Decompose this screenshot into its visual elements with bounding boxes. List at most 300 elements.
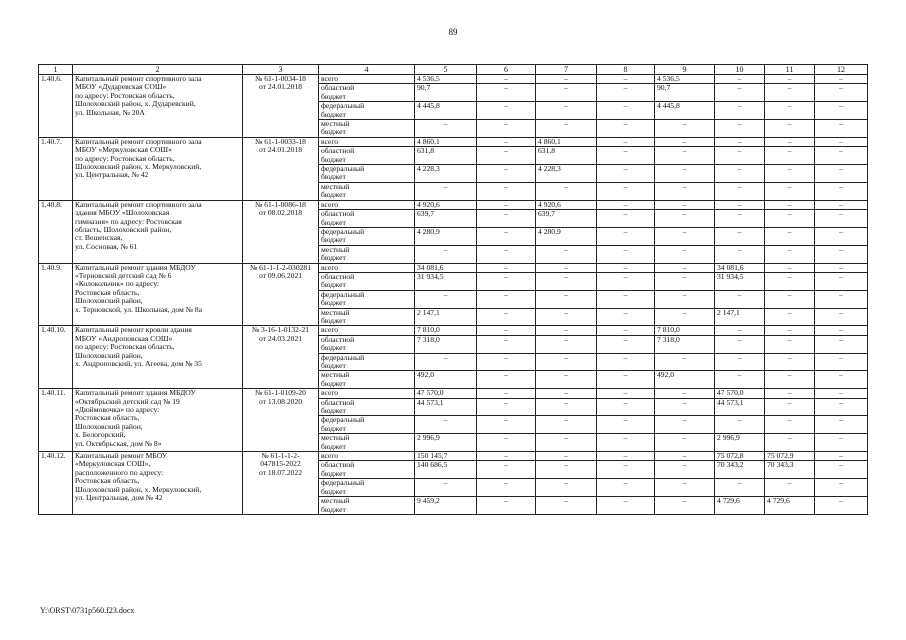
amount-cell: 7 810,0 xyxy=(655,326,715,335)
amount-cell: – xyxy=(765,75,815,84)
funding-source-line: бюджет xyxy=(321,361,346,370)
amount-cell: – xyxy=(765,263,815,272)
amount-cell: – xyxy=(815,371,868,389)
amount-cell: – xyxy=(815,398,868,416)
table-row xyxy=(39,452,868,461)
amount-cell: – xyxy=(415,182,477,200)
amount-cell: – xyxy=(477,102,536,120)
amount-cell: – xyxy=(597,398,655,416)
funding-source-line: всего xyxy=(321,388,339,398)
project-name-line: Ростовская область, xyxy=(75,476,140,486)
item-number: 1.40.6. xyxy=(39,75,73,138)
amount-cell: 7 318,0 xyxy=(415,335,477,353)
project-name-line: «Колокольчик» по адресу: xyxy=(75,279,160,289)
expertise-document xyxy=(243,75,319,138)
amount-cell: – xyxy=(655,165,715,183)
amount-cell: – xyxy=(715,353,765,371)
funding-source-line: областной xyxy=(321,460,355,470)
amount-cell: – xyxy=(765,479,815,497)
amount-cell: – xyxy=(536,75,597,84)
funding-source-line: федеральный xyxy=(321,415,365,425)
amount-cell: 4 280,9 xyxy=(415,227,477,245)
amount-cell: 492,0 xyxy=(655,371,715,389)
project-name xyxy=(73,137,243,200)
amount-cell: – xyxy=(597,200,655,209)
funding-source-line: федеральный xyxy=(321,478,365,488)
funding-source-line: бюджет xyxy=(321,253,346,263)
funding-source xyxy=(319,75,415,84)
amount-cell: – xyxy=(477,227,536,245)
project-name-line: Капитальный ремонт здания МБДОУ xyxy=(75,388,196,398)
amount-cell: – xyxy=(815,335,868,353)
amount-cell: – xyxy=(765,120,815,138)
amount-cell: – xyxy=(536,461,597,479)
funding-source-line: бюджет xyxy=(321,298,346,308)
amount-cell: – xyxy=(715,102,765,120)
funding-source-line: федеральный xyxy=(321,227,365,236)
funding-source xyxy=(319,210,415,228)
amount-cell: 44 573,1 xyxy=(715,398,765,416)
amount-cell: – xyxy=(765,371,815,389)
funding-source-line: местный xyxy=(321,308,350,317)
amount-cell: 631,8 xyxy=(536,147,597,165)
amount-cell: – xyxy=(715,227,765,245)
funding-source-line: местный xyxy=(321,182,350,191)
funding-source xyxy=(319,479,415,497)
item-number: 1.40.12. xyxy=(39,452,73,515)
column-number-5: 5 xyxy=(415,65,477,75)
amount-cell: – xyxy=(655,497,715,515)
project-name xyxy=(73,389,243,452)
project-name-line: Ростовская область, xyxy=(75,287,140,297)
amount-cell: – xyxy=(655,200,715,209)
amount-cell: – xyxy=(477,335,536,353)
amount-cell: 4 860,1 xyxy=(536,137,597,146)
amount-cell: 31 934,5 xyxy=(715,272,765,290)
project-name-line: ул. Школьная, № 20А xyxy=(75,107,145,117)
funding-source-line: бюджет xyxy=(321,127,346,137)
amount-cell: – xyxy=(477,353,536,371)
amount-cell: – xyxy=(655,272,715,290)
amount-cell: – xyxy=(815,182,868,200)
project-name-line: Капитальный ремонт здания МБДОУ xyxy=(75,263,196,272)
project-name-line: ул. Сосновая, № 61 xyxy=(75,241,138,251)
amount-cell: – xyxy=(815,137,868,146)
amount-cell: – xyxy=(477,398,536,416)
amount-cell: 34 081,6 xyxy=(415,263,477,272)
amount-cell: – xyxy=(597,165,655,183)
project-name-line: х. Белогорский, xyxy=(75,430,126,440)
amount-cell: – xyxy=(765,353,815,371)
funding-source xyxy=(319,290,415,308)
amount-cell: – xyxy=(815,452,868,461)
amount-cell: – xyxy=(815,497,868,515)
amount-cell: – xyxy=(815,245,868,263)
amount-cell: – xyxy=(536,102,597,120)
amount-cell: – xyxy=(477,308,536,326)
funding-source-line: всего xyxy=(321,451,339,461)
amount-cell: – xyxy=(477,210,536,228)
amount-cell: – xyxy=(715,371,765,389)
amount-cell: – xyxy=(597,84,655,102)
amount-cell: – xyxy=(536,452,597,461)
amount-cell: – xyxy=(815,353,868,371)
table-row xyxy=(39,326,868,335)
amount-cell: – xyxy=(415,353,477,371)
amount-cell: 90,7 xyxy=(655,84,715,102)
amount-cell: – xyxy=(597,147,655,165)
amount-cell: – xyxy=(765,165,815,183)
amount-cell: – xyxy=(765,398,815,416)
project-name-line: Шолоховский район, х. Меркуловский, xyxy=(75,484,202,494)
project-name-line: ул. Центральная, дом № 42 xyxy=(75,493,163,503)
column-number-9: 9 xyxy=(655,65,715,75)
amount-cell: 7 318,0 xyxy=(655,335,715,353)
page-number: 89 xyxy=(448,27,458,37)
project-name-line: здания МБОУ «Шолоховская xyxy=(75,208,170,218)
amount-cell: – xyxy=(597,389,655,398)
amount-cell: 34 081,6 xyxy=(715,263,765,272)
amount-cell: – xyxy=(655,182,715,200)
funding-source xyxy=(319,452,415,461)
amount-cell: – xyxy=(536,353,597,371)
amount-cell: – xyxy=(655,479,715,497)
amount-cell: – xyxy=(597,434,655,452)
amount-cell: – xyxy=(655,290,715,308)
funding-source-line: областной xyxy=(321,335,355,344)
amount-cell: – xyxy=(655,227,715,245)
project-name xyxy=(73,452,243,515)
amount-cell: – xyxy=(536,263,597,272)
amount-cell: – xyxy=(655,245,715,263)
amount-cell: – xyxy=(715,479,765,497)
funding-source xyxy=(319,84,415,102)
amount-cell: – xyxy=(536,245,597,263)
item-number: 1.40.7. xyxy=(39,137,73,200)
amount-cell: 9 459,2 xyxy=(415,497,477,515)
amount-cell: 4 536,5 xyxy=(655,75,715,84)
amount-cell: – xyxy=(815,200,868,209)
expertise-document-line: от 09.06.2021 xyxy=(258,270,303,280)
funding-source-line: бюджет xyxy=(321,217,346,227)
amount-cell: – xyxy=(655,398,715,416)
amount-cell: – xyxy=(597,461,655,479)
amount-cell: – xyxy=(597,452,655,461)
expertise-document-line: № 61-1-0034-18 xyxy=(255,74,306,83)
funding-source xyxy=(319,200,415,209)
amount-cell: – xyxy=(815,84,868,102)
amount-cell: – xyxy=(536,434,597,452)
amount-cell: – xyxy=(715,165,765,183)
table-row xyxy=(39,263,868,272)
expertise-document-line: от 24.01.2018 xyxy=(258,82,303,92)
amount-cell: – xyxy=(536,182,597,200)
funding-source-line: бюджет xyxy=(321,468,346,478)
column-number-11: 11 xyxy=(765,65,815,75)
project-name-line: по адресу: Ростовская область, xyxy=(75,153,175,163)
amount-cell: – xyxy=(815,479,868,497)
amount-cell: 4 920,6 xyxy=(536,200,597,209)
column-number-8: 8 xyxy=(597,65,655,75)
amount-cell: – xyxy=(415,120,477,138)
amount-cell: – xyxy=(715,137,765,146)
amount-cell: 75 072,9 xyxy=(765,452,815,461)
amount-cell: 47 570,0 xyxy=(715,389,765,398)
amount-cell: – xyxy=(536,416,597,434)
table-header xyxy=(39,65,868,75)
amount-cell: – xyxy=(655,147,715,165)
funding-source-line: местный xyxy=(321,433,350,443)
expertise-document-line: № 3-16-1-0132-21 xyxy=(251,325,310,335)
funding-source-line: бюджет xyxy=(321,441,346,451)
funding-source xyxy=(319,434,415,452)
amount-cell: – xyxy=(765,182,815,200)
project-name-line: «Дюймовочка» по адресу: xyxy=(75,405,160,415)
amount-cell: 4 920,6 xyxy=(415,200,477,209)
project-name-line: Шолоховский район, х. Меркуловский, xyxy=(75,162,202,172)
amount-cell: – xyxy=(655,308,715,326)
expertise-document-line: № 61-1-0033-18 xyxy=(255,137,306,146)
amount-cell: – xyxy=(597,102,655,120)
amount-cell: – xyxy=(715,210,765,228)
amount-cell: – xyxy=(715,120,765,138)
column-number-4: 4 xyxy=(319,65,415,75)
amount-cell: – xyxy=(477,389,536,398)
funding-source-line: бюджет xyxy=(321,343,346,353)
amount-cell: 2 147,1 xyxy=(715,308,765,326)
funding-source-line: местный xyxy=(321,119,350,129)
column-number-10: 10 xyxy=(715,65,765,75)
amount-cell: – xyxy=(655,452,715,461)
funding-source-line: федеральный xyxy=(321,101,365,111)
amount-cell: – xyxy=(477,84,536,102)
amount-cell: – xyxy=(765,227,815,245)
amount-cell: – xyxy=(815,75,868,84)
funding-source-line: бюджет xyxy=(321,504,346,514)
funding-source-line: областной xyxy=(321,83,355,93)
amount-cell: – xyxy=(655,137,715,146)
expertise-document xyxy=(243,452,319,515)
amount-cell: – xyxy=(765,245,815,263)
funding-source-line: местный xyxy=(321,496,350,506)
amount-cell: – xyxy=(477,497,536,515)
amount-cell: – xyxy=(597,210,655,228)
funding-source xyxy=(319,263,415,272)
funding-source xyxy=(319,245,415,263)
amount-cell: – xyxy=(477,263,536,272)
amount-cell: – xyxy=(655,353,715,371)
funding-source xyxy=(319,335,415,353)
project-name-line: Шолоховский район, xyxy=(75,296,143,306)
amount-cell: – xyxy=(715,182,765,200)
amount-cell: – xyxy=(815,461,868,479)
project-name xyxy=(73,326,243,389)
amount-cell: – xyxy=(536,84,597,102)
funding-source-line: федеральный xyxy=(321,290,365,299)
header-row xyxy=(39,65,868,75)
amount-cell: – xyxy=(715,147,765,165)
funding-source-line: бюджет xyxy=(321,172,346,182)
project-name-line: область, Шолоховский район, xyxy=(75,224,172,234)
funding-source xyxy=(319,353,415,371)
table-row xyxy=(39,137,868,146)
file-path-footer: Y:\ORST\0731p560.f23.docx xyxy=(40,606,135,615)
project-name xyxy=(73,200,243,263)
amount-cell: – xyxy=(765,326,815,335)
amount-cell: 7 810,0 xyxy=(415,326,477,335)
funding-source-line: бюджет xyxy=(321,91,346,101)
amount-cell: – xyxy=(815,308,868,326)
project-name-line: Ростовская область, xyxy=(75,413,140,423)
amount-cell: 4 536,5 xyxy=(415,75,477,84)
project-name-line: МБОУ «Андроповская СОШ» xyxy=(75,333,173,343)
funding-source-line: областной xyxy=(321,272,355,281)
amount-cell: – xyxy=(765,147,815,165)
amount-cell: 4 445,8 xyxy=(655,102,715,120)
amount-cell: – xyxy=(765,290,815,308)
amount-cell: 70 343,3 xyxy=(765,461,815,479)
funding-source-line: федеральный xyxy=(321,164,365,174)
project-name-line: Шолоховский район, xyxy=(75,350,143,360)
amount-cell: – xyxy=(597,272,655,290)
amount-cell: – xyxy=(597,290,655,308)
amount-cell: – xyxy=(477,479,536,497)
amount-cell: – xyxy=(477,147,536,165)
amount-cell: – xyxy=(597,120,655,138)
expertise-document-line: от 13.08.2020 xyxy=(258,396,303,406)
amount-cell: – xyxy=(477,182,536,200)
project-name-line: ул. Октябрьская, дом № 8» xyxy=(75,438,162,448)
amount-cell: – xyxy=(597,371,655,389)
amount-cell: – xyxy=(655,210,715,228)
amount-cell: 47 570,0 xyxy=(415,389,477,398)
amount-cell: – xyxy=(715,290,765,308)
funding-source-line: бюджет xyxy=(321,280,346,290)
amount-cell: – xyxy=(536,371,597,389)
amount-cell: – xyxy=(415,245,477,263)
funding-source-line: бюджет xyxy=(321,423,346,433)
amount-cell: – xyxy=(765,272,815,290)
amount-cell: 140 686,5 xyxy=(415,461,477,479)
amount-cell: – xyxy=(477,371,536,389)
amount-cell: – xyxy=(477,200,536,209)
amount-cell: – xyxy=(815,416,868,434)
item-number: 1.40.10. xyxy=(39,326,73,389)
funding-source xyxy=(319,137,415,146)
amount-cell: – xyxy=(536,389,597,398)
amount-cell: – xyxy=(715,326,765,335)
expertise-document xyxy=(243,137,319,200)
item-number: 1.40.8. xyxy=(39,200,73,263)
amount-cell: – xyxy=(815,147,868,165)
column-number-3: 3 xyxy=(243,65,319,75)
project-name-line: по адресу: Ростовская область, xyxy=(75,90,175,100)
project-name-line: Шолоховский район, х. Дударевский, xyxy=(75,99,196,109)
amount-cell: 2 996,9 xyxy=(715,434,765,452)
amount-cell: – xyxy=(765,434,815,452)
amount-cell: 75 072,8 xyxy=(715,452,765,461)
amount-cell: – xyxy=(815,290,868,308)
amount-cell: – xyxy=(597,479,655,497)
amount-cell: – xyxy=(536,398,597,416)
funding-source xyxy=(319,461,415,479)
funding-source-line: областной xyxy=(321,146,355,156)
project-name-line: «Октябрьский детский сад № 19 xyxy=(75,396,180,406)
amount-cell: 4 729,6 xyxy=(715,497,765,515)
funding-source-line: бюджет xyxy=(321,315,346,325)
project-name xyxy=(73,75,243,138)
amount-cell: – xyxy=(715,335,765,353)
amount-cell: – xyxy=(765,210,815,228)
funding-source xyxy=(319,326,415,335)
column-number-2: 2 xyxy=(73,65,243,75)
amount-cell: – xyxy=(597,137,655,146)
amount-cell: – xyxy=(536,290,597,308)
expertise-document xyxy=(243,389,319,452)
expertise-document-line: № 61-1-0086-18 xyxy=(255,200,306,209)
funding-source-line: местный xyxy=(321,245,350,254)
amount-cell: – xyxy=(815,165,868,183)
funding-source xyxy=(319,120,415,138)
funding-source xyxy=(319,389,415,398)
column-number-6: 6 xyxy=(477,65,536,75)
amount-cell: – xyxy=(815,102,868,120)
amount-cell: – xyxy=(477,461,536,479)
amount-cell: – xyxy=(715,245,765,263)
item-number: 1.40.9. xyxy=(39,263,73,326)
amount-cell: – xyxy=(477,245,536,263)
funding-source-line: областной xyxy=(321,398,355,407)
amount-cell: 2 996,9 xyxy=(415,434,477,452)
table-row xyxy=(39,389,868,398)
amount-cell: – xyxy=(765,416,815,434)
project-name-line: ул. Центральная, № 42 xyxy=(75,170,149,180)
funding-source-line: местный xyxy=(321,370,350,380)
column-number-12: 12 xyxy=(815,65,868,75)
project-name-line: Капитальный ремонт спортивного зала xyxy=(75,200,202,209)
amount-cell: – xyxy=(536,497,597,515)
amount-cell: 4 228,3 xyxy=(536,165,597,183)
amount-cell: – xyxy=(597,335,655,353)
amount-cell: – xyxy=(815,120,868,138)
funding-source xyxy=(319,272,415,290)
amount-cell: – xyxy=(597,75,655,84)
funding-source-line: всего xyxy=(321,74,339,83)
amount-cell: – xyxy=(655,120,715,138)
amount-cell: – xyxy=(765,137,815,146)
funding-source xyxy=(319,227,415,245)
amount-cell: – xyxy=(715,75,765,84)
amount-cell: 4 280,9 xyxy=(536,227,597,245)
budget-table xyxy=(38,64,868,515)
amount-cell: – xyxy=(765,389,815,398)
funding-source xyxy=(319,182,415,200)
amount-cell: – xyxy=(597,263,655,272)
funding-source-line: бюджет xyxy=(321,486,346,496)
project-name-line: «Терновской детский сад № 6 xyxy=(75,270,172,280)
funding-source xyxy=(319,398,415,416)
table-row xyxy=(39,200,868,209)
amount-cell: – xyxy=(715,84,765,102)
expertise-document xyxy=(243,326,319,389)
amount-cell: – xyxy=(597,227,655,245)
amount-cell: – xyxy=(655,434,715,452)
table-body xyxy=(39,75,868,515)
project-name-line: «Меркуловская СОШ», xyxy=(75,459,151,469)
funding-source-line: бюджет xyxy=(321,154,346,164)
amount-cell: – xyxy=(815,389,868,398)
funding-source xyxy=(319,371,415,389)
